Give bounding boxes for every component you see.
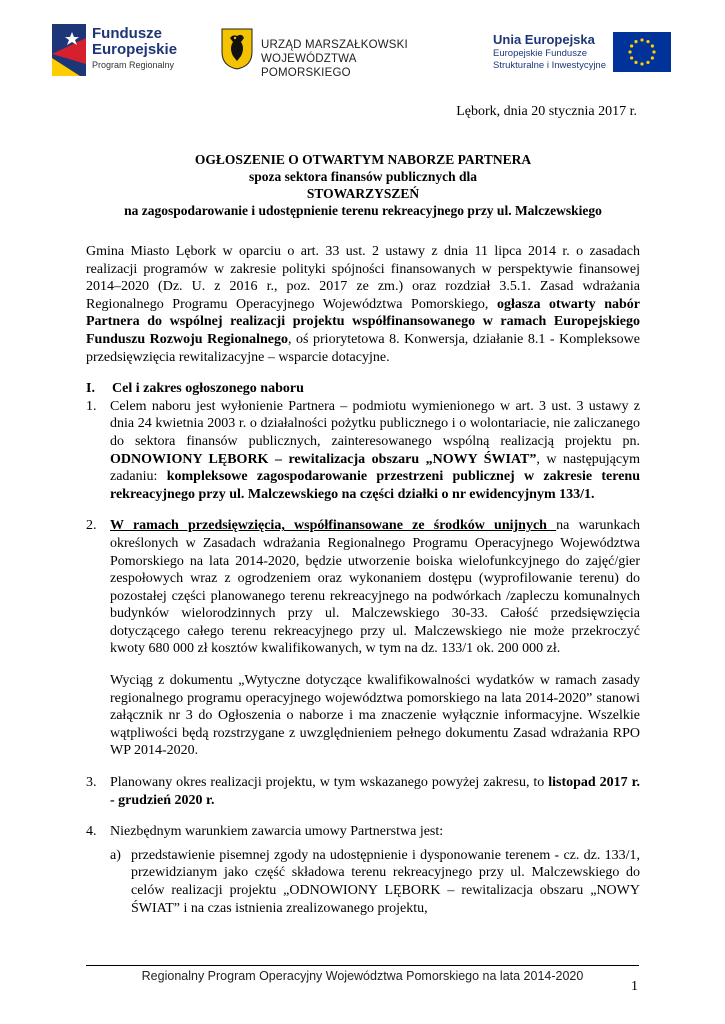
title-line1: OGŁOSZENIE O OTWARTYM NABORZE PARTNERA (194, 152, 532, 167)
list-item (86, 517, 640, 760)
item-number: 3. (86, 775, 97, 791)
list-item (86, 398, 640, 504)
page-header (0, 22, 725, 82)
item-text: na warunkach określonych w Zasadach wdrażania Regionalnego Programu Operacyjnego Województwa Pomorskiego na lata 2014-2020, będzie utworzenie boiska wielofunkcyjnego do zajęć/gier zespołowych wraz z ogrodzeniem oraz wykonaniem dostępu (wyprofilowanie terenu) do pozostałej części planowanego terenu rekreacyjnego na podwórkach /zapleczu komunalnych budynków wielorodzinnych przy ul. Malczewskiego 30-33. Całość przedsięwzięcia dotyczącego całego terenu rekreacyjnego przy ul. Malczewskiego nie może przekroczyć kwoty 680 000 zł kosztów kwalifikowanych, w tym na dz. 133/1 ok. 200 000 zł. (110, 518, 640, 657)
list-item (86, 823, 640, 917)
section-title: Cel i zakres ogłoszonego naboru (112, 381, 304, 397)
urzad-marszalkowski-logo (221, 28, 431, 78)
item-text: Planowany okres realizacji projektu, w tym wskazanego powyżej zakresu, to (110, 775, 549, 791)
eu-flag-icon (613, 32, 671, 72)
unia-europejska-logo (493, 26, 678, 80)
footer-text: Regionalny Program Operacyjny Województwa Pomorskiego na lata 2014-2020 (141, 969, 584, 983)
item-text-bold: ODNOWIONY LĘBORK – rewitalizacja obszaru „NOWY ŚWIAT” (110, 451, 537, 467)
list-item (86, 774, 640, 809)
item-number: 4. (86, 824, 97, 840)
lettered-item-text: przedstawienie pisemnej zgody na udostępnienie i dysponowanie terenem - cz. dz. 133/1, przewidzianym jako część składowa terenu rekreacyjnego przy ul. Malczewskiego do celów realizacji projektu „ODNOWIONY LĘBORK – rewitalizacja obszaru „NOWY ŚWIAT” i na czas istnienia zrealizowanego projektu, (131, 847, 640, 916)
page-number: 1 (631, 979, 638, 994)
intro-text-bold: ogłasza otwarty nabór Partnera do wspólnej realizacji projektu współfinansowanego w ramach Europejskiego Funduszu Rozwoju Regionalnego (86, 296, 640, 347)
document-date: Lębork, dnia 20 stycznia 2017 r. (456, 104, 637, 119)
intro-paragraph (86, 243, 640, 366)
intro-text-a: Gmina Miasto Lębork w oparciu o art. 33 ust. 2 ustawy z dnia 11 lipca 2014 r. o zasadach realizacji programów w zakresie polityki spójności finansowanych w perspektywie finansowej 2014–2020 (Dz. U. z 2016 r., poz. 2017 ze zm.) oraz rozdział 3.5.1. Zasad wdrażania Regionalnego Programu Operacyjnego Województwa Pomorskiego, (86, 244, 640, 312)
footer-divider (86, 965, 639, 966)
section-heading (86, 380, 640, 398)
document-body (86, 243, 640, 931)
numbered-list (86, 398, 640, 917)
item-text: Celem naboru jest wyłonienie Partnera – podmiotu wymienionego w art. 3 ust. 3 ustawy z dnia 24 kwietnia 2003 r. o działalności pożytku publicznego i o wolontariacie, nie zaliczanego do sektora finansów publicznych, zainteresowanego wspólną realizacją projektu pn. (110, 398, 640, 449)
title-line3: STOWARZYSZEŃ (306, 186, 420, 201)
ue-line2: Europejskie Fundusze (493, 48, 587, 59)
fe-line3: Program Regionalny (92, 60, 175, 70)
um-line1: URZĄD MARSZAŁKOWSKI (261, 39, 408, 51)
title-line2: spoza sektora finansów publicznych dla (248, 169, 478, 184)
item-text-bold: kompleksowe zagospodarowanie przestrzeni publicznej w zakresie terenu rekreacyjnego przy ul. Malczewskiego na części działki o nr ewidencyjnym 133/1. (110, 469, 640, 502)
fe-flag-icon (52, 24, 86, 76)
item-text-bold-underlined: W ramach przedsięwzięcia, współfinansowane ze środków unijnych (110, 518, 557, 534)
pomorskie-crest-icon (221, 28, 253, 70)
section-number: I. (86, 381, 95, 397)
fe-line2: Europejskie (92, 41, 178, 58)
ue-line1: Unia Europejska (493, 32, 595, 47)
title-line4: na zagospodarowanie i udostępnienie terenu rekreacyjnego przy ul. Malczewskiego (124, 203, 602, 218)
fundusze-europejskie-logo (52, 24, 202, 80)
item-text: , w następującym zadaniu: (110, 451, 640, 485)
item-text-bold: listopad 2017 r. - grudzień 2020 r. (110, 775, 640, 808)
item-number: 2. (86, 518, 97, 534)
lettered-item (110, 847, 640, 917)
item-subparagraph: Wyciąg z dokumentu „Wytyczne dotyczące kwalifikowalności wydatków w ramach zasady regionalnego programu operacyjnego województwa pomorskiego na lata 2014-2020” stanowi załącznik nr 3 do Ogłoszenia o naborze i ma znaczenie wyłącznie informacyjne. Wszelkie wątpliwości będą rozstrzygane z uwzględnieniem pełnego dokumentu Zasad wdrażania RPO WP 2014-2020. (110, 673, 640, 759)
ue-line3: Strukturalne i Inwestycyjne (493, 60, 606, 71)
item-number: 1. (86, 398, 97, 414)
um-line2: WOJEWÓDZTWA POMORSKIEGO (261, 53, 357, 79)
announcement-title (86, 151, 640, 219)
intro-text-c: , oś priorytetowa 8. Konwersja, działanie 8.1 - Kompleksowe przedsięwzięcia rewitalizacyjne – wsparcie dotacyjne. (86, 331, 640, 365)
item-text: Niezbędnym warunkiem zawarcia umowy Partnerstwa jest: (110, 824, 444, 840)
fe-line1: Fundusze (92, 25, 162, 42)
lettered-list (110, 847, 640, 917)
lettered-item-marker: a) (110, 847, 121, 863)
